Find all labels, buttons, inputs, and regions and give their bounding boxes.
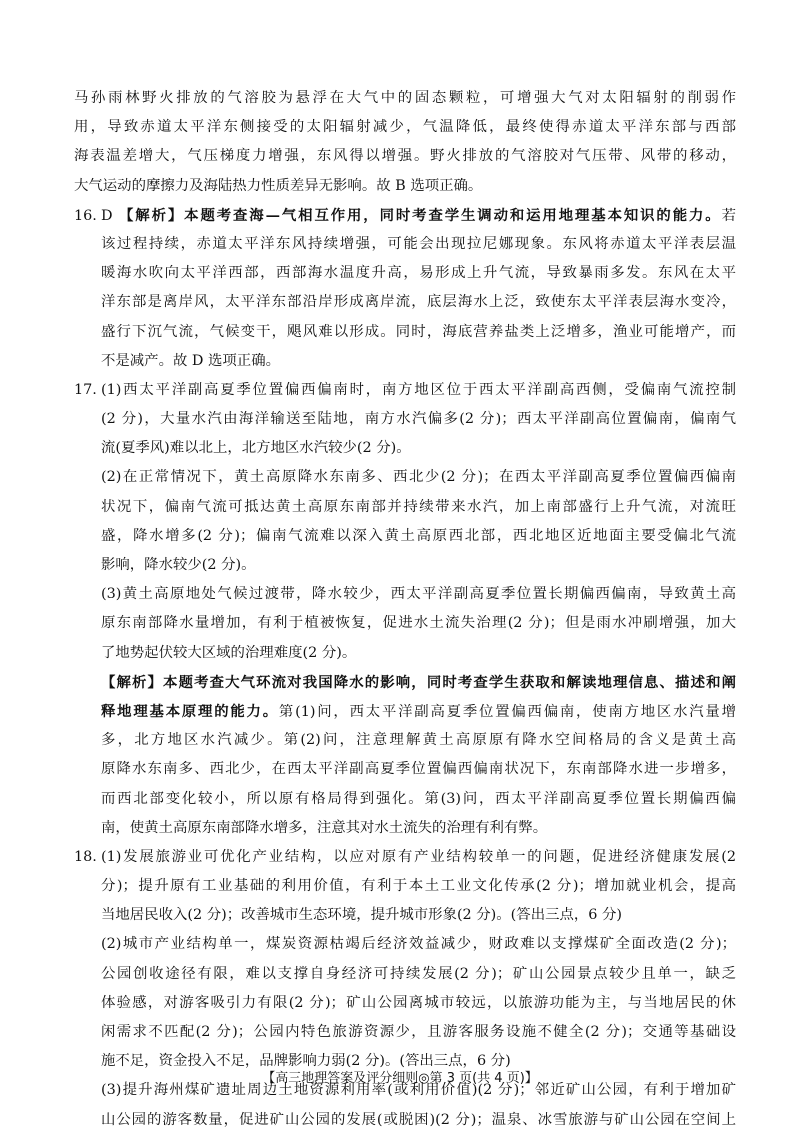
line-text: 分)；提升原有工业基础的利用价值，有利于本土工业文化传承(2 分)；增加就业机会，提高 [101, 878, 736, 895]
text-line [74, 318, 736, 347]
text-line [74, 580, 736, 609]
line-text: 体验感，对游客吸引力有限(2 分)；矿山公园离城市较远，以旅游功能为主，与当地居民的休 [101, 994, 736, 1011]
line-text: 多，北方地区水汽减少。第(2)问，注意理解黄土高原原有降水空间格局的含义是黄土高 [101, 732, 736, 749]
line-text: 不是减产。故 D 选项正确。 [101, 352, 280, 369]
text-line [74, 639, 736, 668]
answer-content [74, 84, 736, 1135]
line-text: 大气运动的摩擦力及海陆热力性质差异无影响。故 B 选项正确。 [74, 177, 483, 194]
line-text: 而西北部变化较小，所以原有格局得到强化。第(3)问，西太平洋副高夏季位置长期偏西偏 [101, 790, 736, 807]
text-line [74, 551, 736, 580]
text-line [74, 609, 736, 638]
page-footer: 【高三地理答案及评分细则◎第 3 页(共 4 页)】 [262, 1071, 538, 1086]
question-number: 17. [74, 381, 97, 398]
line-text: 公园创收途径有限，难以支撑自身经济可持续发展(2 分)；矿山公园景点较少且单一，缺乏 [101, 965, 736, 982]
text-line [74, 493, 736, 522]
text-line [74, 201, 736, 230]
text-line [74, 113, 736, 142]
text-line [74, 463, 736, 492]
text-line [74, 785, 736, 814]
text-line [74, 901, 736, 930]
text-line [74, 230, 736, 259]
line-text: 状况下，偏南气流可抵达黄土高原东南部并持续带来水汽，加上南部盛行上升气流，对流旺 [101, 498, 736, 515]
line-text: (2)城市产业结构单一，煤炭资源枯竭后经济效益减少，财政难以支撑煤矿全面改造(2 分)； [101, 936, 736, 953]
text-line [74, 347, 736, 376]
line-text: (2)在正常情况下，黄土高原降水东南多、西北少(2 分)；在西太平洋副高夏季位置偏西偏南 [101, 469, 736, 486]
line-text: 流(夏季风)难以北上，北方地区水汽较少(2 分)。 [101, 440, 411, 457]
text-line [74, 872, 736, 901]
line-text: 原降水东南多、西北少，在西太平洋副高夏季位置偏西偏南状况下，东南部降水进一步增多， [101, 761, 736, 778]
line-text: 影响，降水较少(2 分)。 [101, 557, 256, 573]
text-line [74, 930, 736, 959]
text-line [74, 288, 736, 317]
question-number: 18. [74, 848, 97, 865]
text-line [74, 142, 736, 171]
line-text: 暖海水吹向太平洋西部，西部海水温度升高，易形成上升气流，导致暴雨多发。东风在太平 [101, 265, 736, 282]
text-line [74, 1106, 736, 1135]
line-text: 海表温差增大，气压梯度力增强，东风得以增强。野火排放的气溶胶对气压带、风带的移动， [74, 148, 736, 165]
text-line [74, 172, 736, 201]
text-line [74, 814, 736, 843]
line-text: D [101, 207, 120, 224]
line-text: 洋东部是离岸风，太平洋东部沿岸形成离岸流，底层海水上泛，致使东太平洋表层海水变冷， [101, 294, 736, 311]
line-text: 马孙雨林野火排放的气溶胶为悬浮在大气中的固态颗粒，可增强大气对太阳辐射的削弱作 [74, 90, 736, 106]
line-text: 盛行下沉气流，气候变干，飓风难以形成。同时，海底营养盐类上泛增多，渔业可能增产，而 [101, 323, 736, 340]
line-text: 南，使黄土高原东南部降水增多，注意其对水土流失的治理有利有弊。 [101, 819, 548, 836]
line-text: 了地势起伏较大区域的治理难度(2 分)。 [101, 644, 357, 661]
line-text: (3)提升海州煤矿遗址周边土地资源利用率(或利用价值)(2 分)；邻近矿山公园，有利于增加矿 [101, 1082, 736, 1099]
text-line [74, 843, 736, 872]
text-line [74, 668, 736, 697]
line-text: 第(1)问，西太平洋副高夏季位置偏西偏南，使南方地区水汽量增 [278, 703, 736, 720]
text-line [74, 989, 736, 1018]
line-text: 若 [721, 207, 736, 224]
question-number: 16. [74, 207, 97, 224]
text-line [74, 1018, 736, 1047]
line-text: 盛，降水增多(2 分)；偏南气流难以深入黄土高原西北部，西北地区近地面主要受偏北气流 [101, 527, 736, 544]
line-text: (3)黄土高原地处气候过渡带，降水较少，西太平洋副高夏季位置长期偏西偏南，导致黄土高 [101, 586, 736, 603]
line-text: (1)发展旅游业可优化产业结构，以应对原有产业结构较单一的问题，促进经济健康发展(2 [101, 848, 736, 865]
line-text: 原东南部降水量增加，有利于植被恢复，促进水土流失治理(2 分)；但是雨水冲刷增强，加大 [101, 615, 736, 632]
line-text: 【解析】本题考查大气环流对我国降水的影响，同时考查学生获取和解读地理信息、描述和阐 [101, 673, 736, 691]
line-text: (2 分)，大量水汽由海洋输送至陆地，南方水汽偏多(2 分)；西太平洋副高位置偏南，偏南气 [101, 411, 736, 428]
line-text: 施不足，资金投入不足，品牌影响力弱(2 分)。(答出三点，6 分) [101, 1053, 511, 1070]
line-text: (1)西太平洋副高夏季位置偏西偏南时，南方地区位于西太平洋副高西侧，受偏南气流控制 [101, 381, 736, 398]
text-line [74, 84, 736, 113]
line-text: 当地居民收入(2 分)；改善城市生态环境，提升城市形象(2 分)。(答出三点，6 分) [101, 907, 622, 924]
text-line [74, 960, 736, 989]
line-text: 山公园的游客数量，促进矿山公园的发展(或脱困)(2 分)；温泉、冰雪旅游与矿山公园在空间上 [101, 1111, 736, 1128]
text-line [74, 434, 736, 463]
analysis-label: 释地理基本原理的能力。 [101, 702, 279, 720]
line-text: 用，导致赤道太平洋东侧接受的太阳辐射减少，气温降低，最终使得赤道太平洋东部与西部 [74, 119, 736, 136]
text-line [74, 697, 736, 726]
line-text: 闲需求不匹配(2 分)；公园内特色旅游资源少，且游客服务设施不健全(2 分)；交通等基础设 [101, 1024, 736, 1040]
text-line [74, 522, 736, 551]
text-line [74, 259, 736, 288]
text-line [74, 755, 736, 784]
text-line [74, 376, 736, 405]
analysis-label: 【解析】本题考查海—气相互作用，同时考查学生调动和运用地理基本知识的能力。 [119, 206, 722, 224]
text-line [74, 726, 736, 755]
line-text: 该过程持续，赤道太平洋东风持续增强，可能会出现拉尼娜现象。东风将赤道太平洋表层温 [101, 235, 736, 252]
text-line [74, 405, 736, 434]
